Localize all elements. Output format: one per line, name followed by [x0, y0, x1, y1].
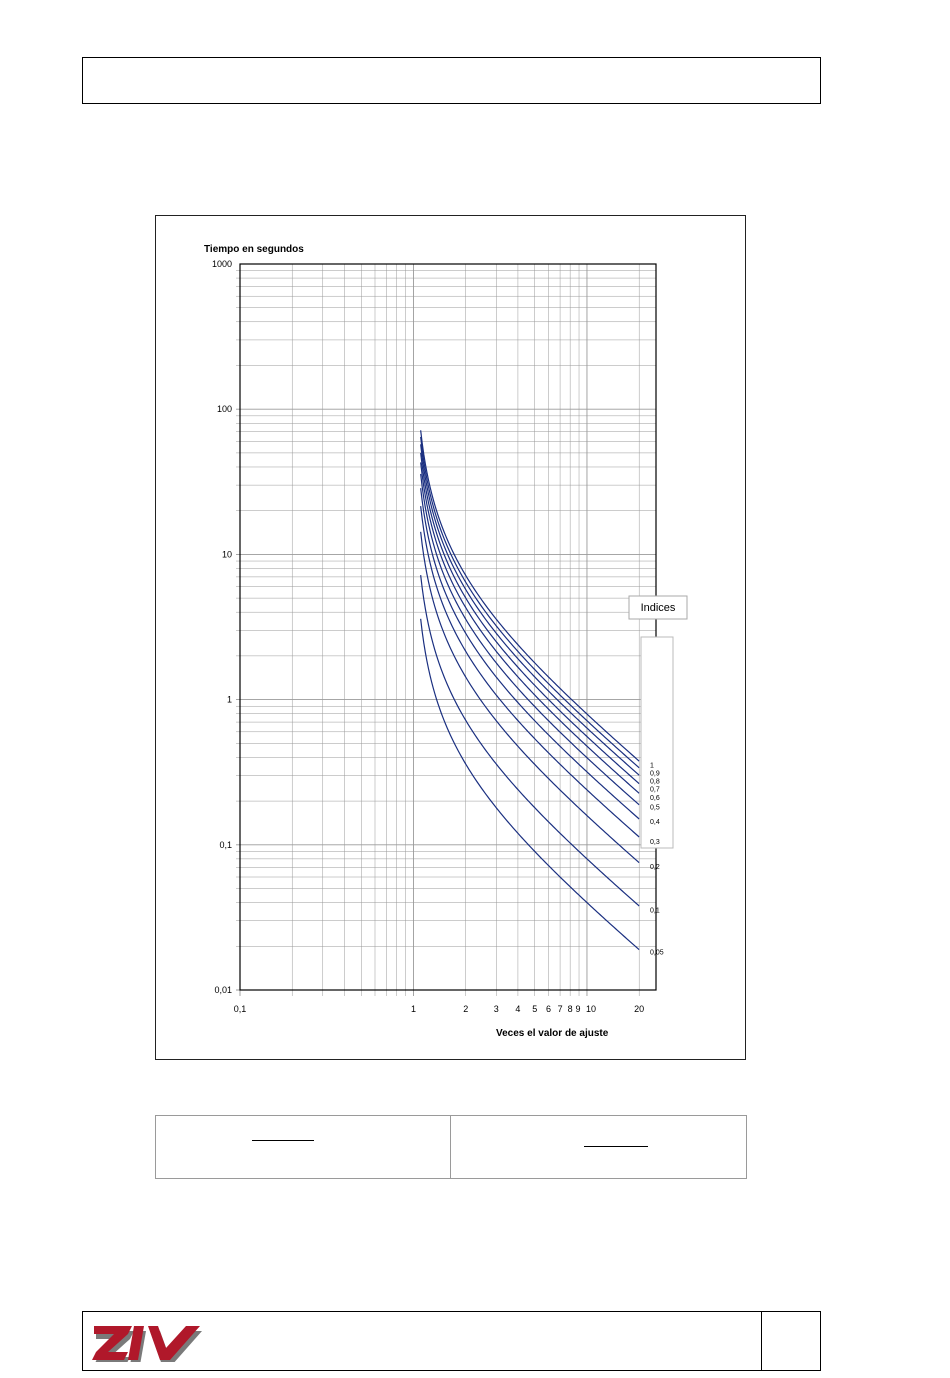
series-curve-0-9 — [421, 437, 640, 768]
x-tick-label: 5 — [532, 1004, 538, 1014]
x-tick-label: 0,1 — [233, 1004, 247, 1014]
signature-line-right — [584, 1146, 648, 1147]
y-tick-label: 100 — [216, 404, 232, 415]
x-tick-label: 1 — [410, 1004, 416, 1014]
x-tick-label: 4 — [515, 1004, 521, 1014]
x-tick-label: 10 — [585, 1004, 596, 1014]
x-tick-label: 7 — [557, 1004, 563, 1014]
signature-line-left — [252, 1140, 314, 1141]
legend-entry: 0,4 — [650, 819, 660, 827]
x-tick-label: 3 — [493, 1004, 499, 1014]
y-axis-label: Tiempo en segundos — [204, 244, 304, 255]
legend-entry: 0,8 — [650, 778, 660, 786]
x-tick-label: 2 — [463, 1004, 469, 1014]
y-tick-label: 0,01 — [214, 985, 232, 995]
x-tick-label: 20 — [634, 1004, 645, 1014]
curve-layer — [421, 430, 640, 949]
y-tick-label: 1 — [226, 694, 232, 705]
header-box — [82, 57, 821, 104]
legend-title: Indices — [640, 602, 676, 614]
footer-divider — [761, 1312, 762, 1370]
legend-entry: 0,05 — [650, 949, 664, 957]
series-curve-0-5 — [421, 474, 640, 805]
y-tick-label: 0,1 — [219, 839, 232, 850]
signature-box — [155, 1115, 747, 1179]
legend-entry: 0,3 — [650, 838, 660, 846]
legend-entry: 0,9 — [650, 770, 660, 778]
legend-entry: 0,6 — [650, 795, 660, 803]
x-axis-label: Veces el valor de ajuste — [496, 1028, 609, 1039]
legend-entry: 0,2 — [650, 863, 660, 871]
chart-svg — [156, 216, 745, 1059]
plot-area-border — [240, 264, 656, 990]
x-tick-label: 9 — [575, 1004, 581, 1014]
logo-shape — [148, 1326, 200, 1360]
tick-layer — [212, 259, 644, 1014]
y-tick-label: 1000 — [211, 259, 232, 269]
signature-divider — [450, 1116, 451, 1178]
legend-entry: 0,5 — [650, 804, 660, 812]
legend-entry: 0,1 — [650, 907, 660, 915]
x-tick-label: 6 — [545, 1004, 551, 1014]
zivlogo-icon — [92, 1322, 208, 1362]
x-tick-label: 8 — [567, 1004, 573, 1014]
footer-box — [82, 1311, 821, 1371]
logo-shape — [92, 1326, 132, 1360]
series-curve-0-05 — [421, 619, 640, 950]
grid-layer — [236, 264, 656, 996]
legend-entry: 1 — [650, 762, 654, 770]
y-tick-label: 10 — [221, 549, 232, 560]
chart-frame — [155, 215, 746, 1060]
legend-entry: 0,7 — [650, 786, 660, 794]
legend-entries-box — [641, 637, 673, 848]
